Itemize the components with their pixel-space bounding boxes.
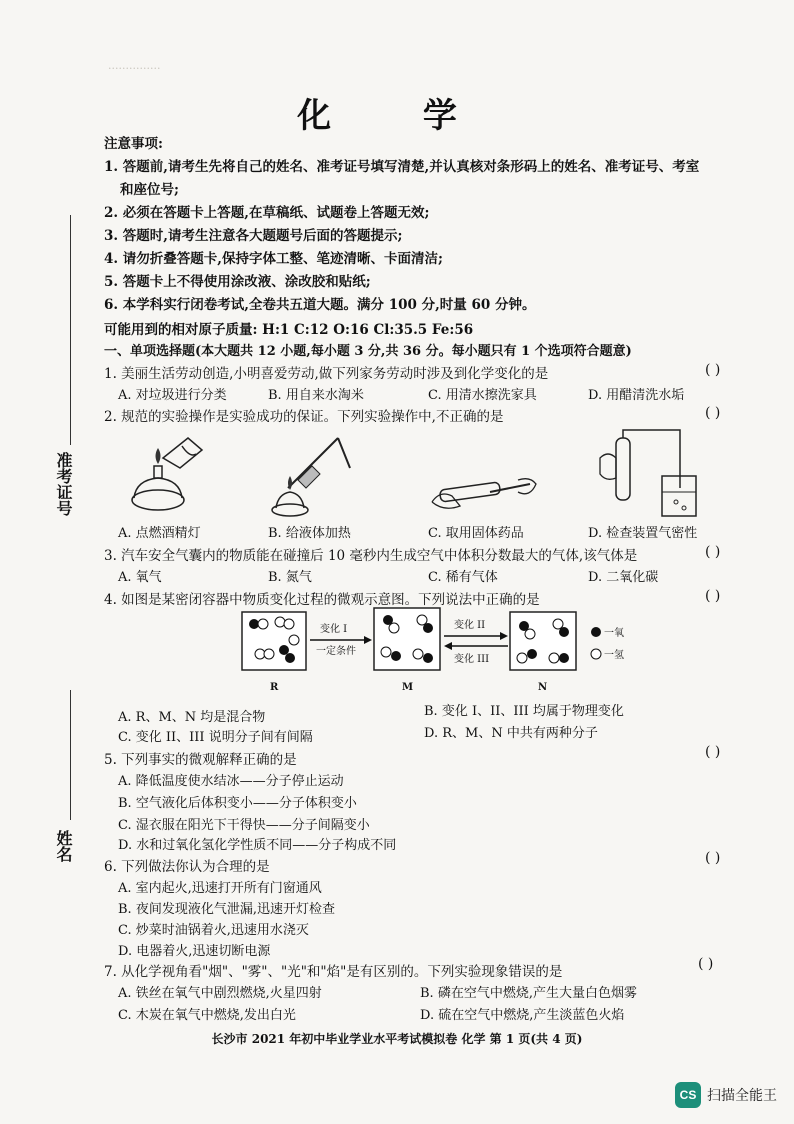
name-line xyxy=(70,690,71,820)
q5-option-b: B. 空气液化后体积变小——分子体积变小 xyxy=(118,796,357,811)
q5-option-d: D. 水和过氧化氢化学性质不同——分子构成不同 xyxy=(118,838,397,853)
q4-option-d: D. R、M、N 中共有两种分子 xyxy=(424,726,598,741)
page-footer: 长沙市 2021 年初中毕业学业水平考试模拟卷 化学 第 1 页(共 4 页) xyxy=(211,1032,583,1046)
name-label: 姓名 xyxy=(54,830,73,862)
heating-liquid-illustration xyxy=(268,428,358,520)
q4-option-a: A. R、M、N 均是混合物 xyxy=(118,710,266,725)
q3-answer-paren: ( ) xyxy=(705,544,721,560)
q3-option-b: B. 氮气 xyxy=(268,570,312,585)
q5-answer-paren: ( ) xyxy=(705,744,721,760)
change-3-label: 变化 III xyxy=(454,654,490,665)
q3-stem: 3. 汽车安全气囊内的物质能在碰撞后 10 毫秒内生成空气中体积分数最大的气体,该气体是 xyxy=(104,548,638,564)
q6-option-c: C. 炒菜时油锅着火,迅速用水浇灭 xyxy=(118,923,309,938)
q4-micro-diagram xyxy=(240,606,660,696)
q3-option-a: A. 氧气 xyxy=(118,570,162,585)
legend-black-label: 一氧 xyxy=(604,628,624,639)
change-2-label: 变化 II xyxy=(454,620,486,631)
notice-1-cont: 和座位号; xyxy=(120,182,179,198)
q1-option-d: D. 用醋清洗水垢 xyxy=(588,388,685,403)
q1-stem: 1. 美丽生活劳动创造,小明喜爱劳动,做下列家务劳动时涉及到化学变化的是 xyxy=(104,366,549,382)
notice-header: 注意事项: xyxy=(104,136,163,152)
solid-reagent-illustration xyxy=(430,472,540,516)
q6-answer-paren: ( ) xyxy=(705,850,721,866)
q7-option-d: D. 硫在空气中燃烧,产生淡蓝色火焰 xyxy=(420,1008,625,1023)
notice-5: 5. 答题卡上不得使用涂改液、涂改胶和贴纸; xyxy=(104,274,371,290)
q2-answer-paren: ( ) xyxy=(705,405,721,421)
q5-option-c: C. 湿衣服在阳光下干得快——分子间隔变小 xyxy=(118,818,370,833)
page-title: 化 学 xyxy=(297,96,497,136)
q1-option-c: C. 用清水擦洗家具 xyxy=(428,388,537,403)
q2-option-a: A. 点燃酒精灯 xyxy=(118,526,201,541)
q6-stem: 6. 下列做法你认为合理的是 xyxy=(104,859,270,875)
box-n-label: N xyxy=(538,682,548,693)
bleed-text: ··············· xyxy=(108,62,161,75)
notice-4: 4. 请勿折叠答题卡,保持字体工整、笔迹清晰、卡面清洁; xyxy=(104,251,443,267)
q4-option-b: B. 变化 I、II、III 均属于物理变化 xyxy=(424,704,624,719)
q7-option-a: A. 铁丝在氧气中剧烈燃烧,火星四射 xyxy=(118,986,322,1001)
q5-option-a: A. 降低温度使水结冰——分子停止运动 xyxy=(118,774,344,789)
notice-6: 6. 本学科实行闭卷考试,全卷共五道大题。满分 100 分,时量 60 分钟。 xyxy=(104,297,536,313)
notice-1: 1. 答题前,请考生先将自己的姓名、准考证号填写清楚,并认真核对条形码上的姓名、准考证号、考室 xyxy=(104,159,700,175)
q7-answer-paren: ( ) xyxy=(698,956,714,972)
scanner-watermark xyxy=(675,1080,787,1110)
q6-option-a: A. 室内起火,迅速打开所有门窗通风 xyxy=(118,881,322,896)
q7-stem: 7. 从化学视角看"烟"、"雾"、"光"和"焰"是有区别的。下列实验现象错误的是 xyxy=(104,964,563,980)
q3-option-d: D. 二氧化碳 xyxy=(588,570,659,585)
box-r-label: R xyxy=(270,682,279,693)
q3-option-c: C. 稀有气体 xyxy=(428,570,498,585)
q4-option-c: C. 变化 II、III 说明分子间有间隔 xyxy=(118,730,313,745)
hydrogen-atom-legend-icon xyxy=(591,649,601,659)
condition-label: 一定条件 xyxy=(316,646,356,657)
exam-id-label: 准考证号 xyxy=(54,452,73,516)
notice-3: 3. 答题时,请考生注意各大题题号后面的答题提示; xyxy=(104,228,403,244)
q5-stem: 5. 下列事实的微观解释正确的是 xyxy=(104,752,297,768)
q6-option-b: B. 夜间发现液化气泄漏,迅速开灯检查 xyxy=(118,902,335,917)
q7-option-b: B. 磷在空气中燃烧,产生大量白色烟雾 xyxy=(420,986,637,1001)
q4-stem: 4. 如图是某密闭容器中物质变化过程的微观示意图。下列说法中正确的是 xyxy=(104,592,540,608)
box-m-label: M xyxy=(402,682,414,693)
exam-id-line xyxy=(70,215,71,445)
alcohol-lamp-lighting-illustration xyxy=(118,428,208,518)
atomic-masses: 可能用到的相对原子质量: H:1 C:12 O:16 Cl:35.5 Fe:56 xyxy=(104,322,474,338)
change-1-label: 变化 I xyxy=(320,624,348,635)
q1-answer-paren: ( ) xyxy=(705,362,721,378)
legend-white-label: 一氢 xyxy=(604,650,624,661)
q2-option-b: B. 给液体加热 xyxy=(268,526,351,541)
q4-answer-paren: ( ) xyxy=(705,588,721,604)
airtightness-check-illustration xyxy=(590,428,700,520)
notice-2: 2. 必须在答题卡上答题,在草稿纸、试题卷上答题无效; xyxy=(104,205,430,221)
q1-option-a: A. 对垃圾进行分类 xyxy=(118,388,227,403)
q2-option-d: D. 检查装置气密性 xyxy=(588,526,698,541)
q2-stem: 2. 规范的实验操作是实验成功的保证。下列实验操作中,不正确的是 xyxy=(104,409,504,425)
oxygen-atom-legend-icon xyxy=(591,627,601,637)
q1-option-b: B. 用自来水淘米 xyxy=(268,388,364,403)
q2-option-c: C. 取用固体药品 xyxy=(428,526,524,541)
q6-option-d: D. 电器着火,迅速切断电源 xyxy=(118,944,271,959)
scanner-app-name: 扫描全能王 xyxy=(707,1088,777,1104)
q7-option-c: C. 木炭在氧气中燃烧,发出白光 xyxy=(118,1008,296,1023)
camscanner-logo-icon: CS xyxy=(675,1082,701,1108)
section-1-heading: 一、单项选择题(本大题共 12 小题,每小题 3 分,共 36 分。每小题只有 1 个选项符合题意) xyxy=(104,344,632,359)
